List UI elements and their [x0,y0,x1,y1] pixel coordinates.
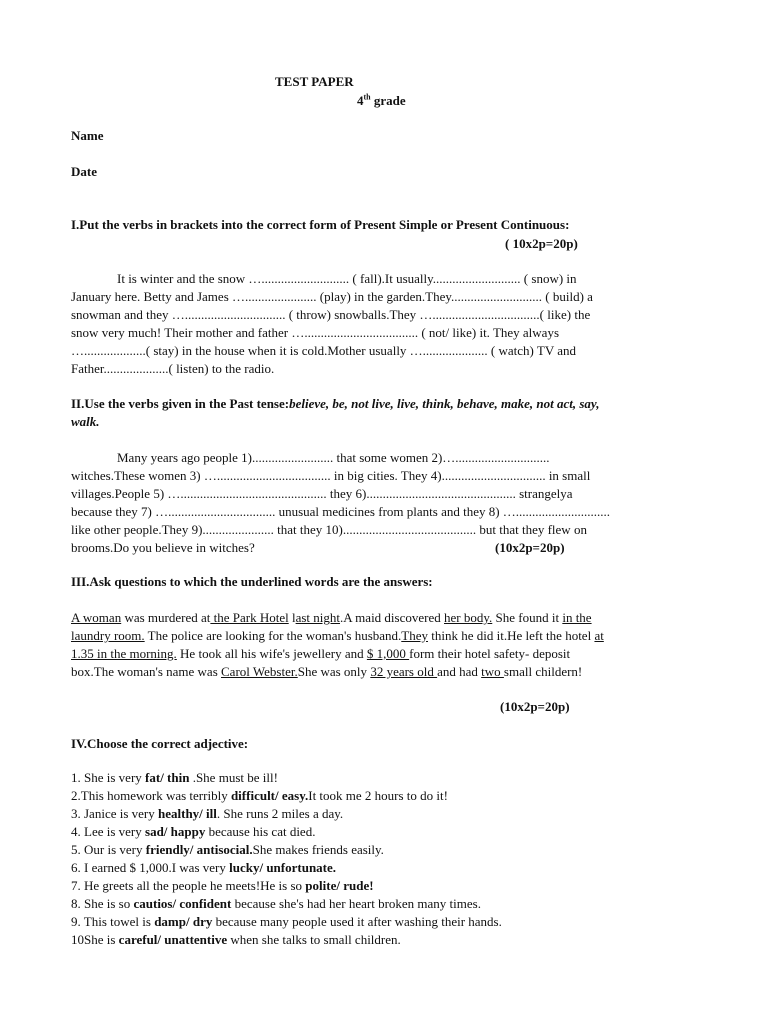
name-field-label: Name [71,128,104,143]
section-1-line: January here. Betty and James …...................... (play) in the garden.They............................ ( build) a [71,289,593,304]
underlined-answer: A woman [71,610,122,625]
adjective-choice: damp/ dry [154,914,213,929]
section-2-verb-list-cont: walk. [71,414,100,429]
underlined-answer: at [594,628,604,643]
section-3-line: box.The woman's name was Carol Webster.She was only 32 years old and had two small childern! [71,664,583,679]
section-2-line: witches.These women 3) …................................... in big cities. They 4)................................ in small [71,468,591,483]
section-3-line: laundry room. The police are looking for the woman's husband.They think he did it.He left the hotel at [71,628,604,643]
adjective-choice: cautios/ confident [133,896,232,911]
list-item: 5. Our is very friendly/ antisocial.She makes friends easily. [71,842,384,857]
adjective-choice: fat/ thin [145,770,190,785]
adjective-choice: difficult/ easy. [230,788,309,803]
list-item: 10She is careful/ unattentive when she talks to small children. [71,932,401,947]
section-1-paragraph [71,270,701,378]
page-title: TEST PAPER [275,74,354,89]
list-item: 3. Janice is very healthy/ ill. She runs 2 miles a day. [71,806,344,821]
grade-word: grade [373,93,406,108]
underlined-answer: Carol Webster. [221,664,298,679]
adjective-choice: friendly/ antisocial. [145,842,253,857]
section-4-heading: IV.Choose the correct adjective: [71,736,249,751]
underlined-answer: laundry room. [71,628,145,643]
section-3-points: (10x2p=20p) [500,699,570,714]
list-item: 9. This towel is damp/ dry because many people used it after washing their hands. [71,914,502,929]
list-item: 1. She is very fat/ thin .She must be ill! [71,770,278,785]
adjective-choice: polite/ rude! [305,878,374,893]
underlined-answer: $ 1,000 [366,646,410,661]
section-2-heading-cont [71,413,696,431]
list-item: 6. I earned $ 1,000.I was very lucky/ unfortunate. [71,860,337,875]
section-2-line: because they 7) …................................. unusual medicines from plants and they 8) …............................. [71,504,611,519]
section-1-line: It is winter and the snow …........................... ( fall).It usually........................... ( snow) in [117,271,577,286]
adjective-choice: careful/ unattentive [118,932,228,947]
section-2-heading-prefix: II.Use the verbs given in the Past tense: [71,396,290,411]
section-1-line: snow very much! Their mother and father …................................... ( not/ like) it. They always [71,325,560,340]
section-2-line: villages.People 5) …............................................. they 6).............................................. strangelya [71,486,573,501]
list-item: 8. She is so cautios/ confident because she's had her heart broken many times. [71,896,481,911]
section-2-heading [71,395,696,413]
section-3-heading: III.Ask questions to which the underlined words are the answers: [71,574,433,589]
section-2-line: like other people.They 9)...................... that they 10)......................................... but that they flew on [71,522,587,537]
list-item: 7. He greets all the people he meets!He is so polite/ rude! [71,878,374,893]
section-3-line: A woman was murdered at the Park Hotel last night.A maid discovered her body. She found it in the [71,610,592,625]
section-3-line: 1.35 in the morning. He took all his wife's jewellery and $ 1,000 form their hotel safety- deposit [71,646,571,661]
underlined-answer: two [481,664,504,679]
section-2-verb-list: believe, be, not live, live, think, behave, make, not act, say, [289,396,600,411]
underlined-answer: 32 years old [370,664,438,679]
underlined-answer: her body. [444,610,493,625]
adjective-choice: sad/ happy [145,824,206,839]
section-1-points: ( 10x2p=20p) [505,236,578,251]
section-1-line: snowman and they …............................... ( throw) snowballs.They ….................................( like) the [71,307,591,322]
list-item: 4. Lee is very sad/ happy because his cat died. [71,824,316,839]
section-2-line: Many years ago people 1)......................... that some women 2)…............................. [117,450,550,465]
section-1-heading: I.Put the verbs in brackets into the correct form of Present Simple or Present Continuous: [71,217,570,232]
list-item: 2.This homework was terribly difficult/ easy.It took me 2 hours to do it! [71,788,448,803]
underlined-answer: in the [562,610,592,625]
date-field-label: Date [71,164,97,179]
section-3-paragraph [71,609,701,681]
grade-suffix: th [363,92,371,102]
adjective-choice: healthy/ ill [158,806,217,821]
section-2-points: (10x2p=20p) [495,540,565,555]
grade-number: 4 [357,93,364,108]
section-1-line: Father....................( listen) to the radio. [71,361,275,376]
underlined-answer: the Park Hotel [210,610,289,625]
underlined-answer: They [401,628,428,643]
adjective-list [71,769,711,949]
section-2-paragraph [71,449,701,557]
section-1-line: …...................( stay) in the house when it is cold.Mother usually ….................... ( watch) TV and [71,343,577,358]
section-2-line: brooms.Do you believe in witches? [71,540,255,555]
underlined-answer: 1.35 in the morning. [71,646,177,661]
grade-label [357,92,406,110]
underlined-answer: ast night [295,610,341,625]
adjective-choice: lucky/ unfortunate. [229,860,337,875]
